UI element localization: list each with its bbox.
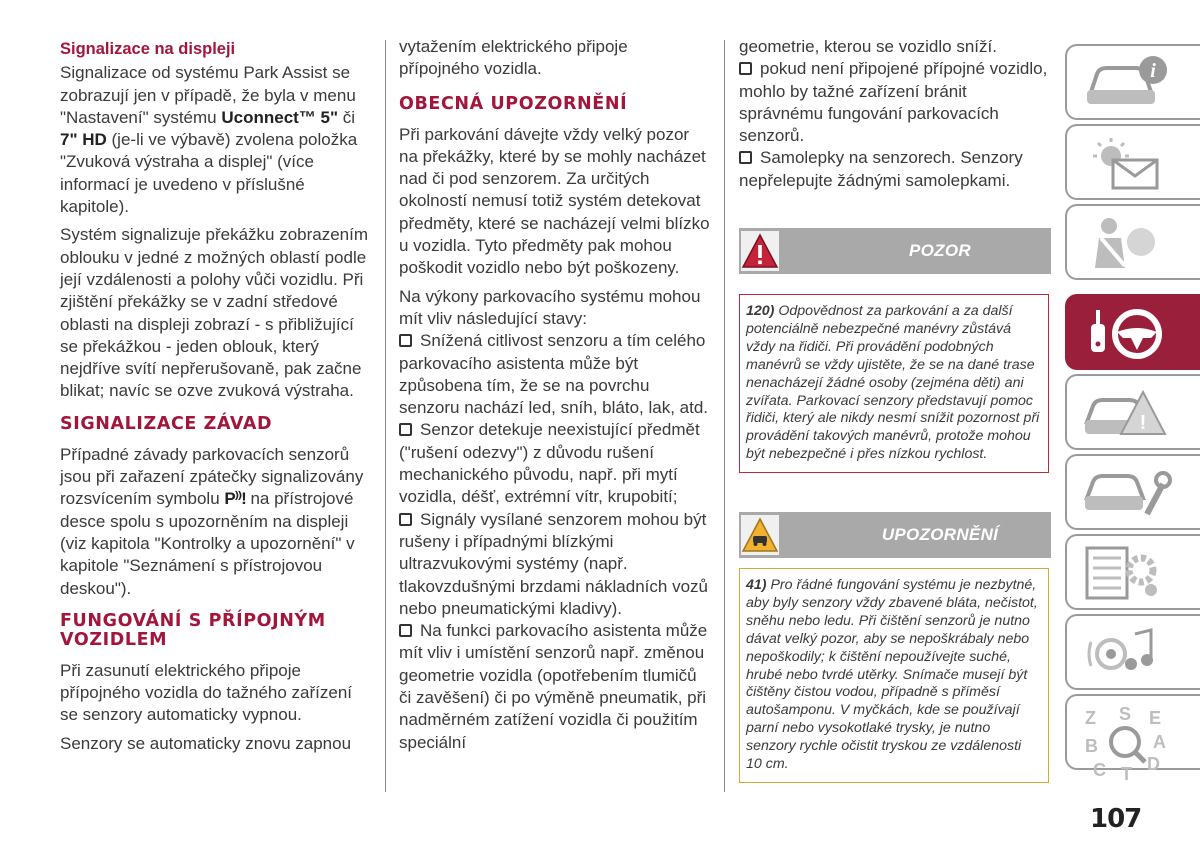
heading-trailer: FUNGOVÁNÍ S PŘÍPOJNÝM VOZIDLEM (60, 610, 326, 650)
key-steering-wheel-icon (1081, 302, 1171, 364)
column-1 (60, 36, 372, 761)
caution-car-icon (741, 515, 779, 555)
seatbelt-airbag-icon (1081, 212, 1171, 274)
car-warning-triangle-icon (1081, 382, 1171, 444)
car-wrench-icon (1081, 462, 1171, 524)
text: (je-li ve výbavě) zvolena položka "Zvuková výstraha a displej" (více informací je uvedeno v příslušné kapitole). (60, 130, 358, 217)
column-2 (399, 36, 711, 754)
paragraph-display-signalling (60, 62, 372, 218)
bullet-text: Snížená citlivost senzoru a tím celého parkovacího asistenta může být způsobena tím, že se na povrchu senzoru nachází led, sníh, bláto, lak, atd. (399, 331, 709, 418)
index-letter: Z (1085, 708, 1096, 728)
bullet-item (399, 620, 711, 754)
svg-text:i: i (1150, 60, 1156, 82)
media-music-icon (1081, 622, 1171, 684)
bullet-item (399, 509, 711, 620)
svg-text:!: ! (1139, 412, 1147, 434)
sun-envelope-icon (1081, 132, 1171, 194)
paragraph-trailer-1: Při zasunutí elektrického připoje přípojného vozidla do tažného zařízení se senzory automaticky vypnou. (60, 660, 353, 725)
tab-emergency[interactable] (1065, 374, 1200, 450)
bullet-text: Senzor detekuje neexistující předmět ("rušení odezvy") z důvodu rušení mechanického původu, např. při mytí vozidla, déšť, extrémní vítr, krupobití; (399, 420, 700, 507)
bullet-square-icon (399, 624, 412, 637)
paragraph-continued: vytažením elektrického připoje přípojného vozidla. (399, 37, 628, 79)
tab-maintenance[interactable] (1065, 454, 1200, 530)
index-letter: T (1121, 764, 1132, 784)
heading-display-signalling: Signalizace na displeji (60, 40, 236, 58)
alphabet-index-icon (1081, 702, 1171, 784)
warning-header (739, 228, 1051, 274)
car-info-icon (1081, 52, 1171, 114)
bullet-text: pokud není připojené přípojné vozidlo, mohlo by tažné zařízení bránit správnému fungování parkovacích senzorů. (739, 59, 1048, 146)
tab-starting-driving[interactable] (1065, 294, 1200, 370)
caution-number: 41) (746, 577, 767, 593)
index-letter: C (1093, 760, 1106, 780)
bullet-square-icon (399, 513, 412, 526)
bullet-item (399, 419, 711, 508)
bullet-square-icon (739, 151, 752, 164)
text: Případné závady parkovacích senzorů jsou při zařazení zpátečky signalizovány rozsvícením symbolu (60, 444, 364, 509)
bullet-text: Samolepky na senzorech. Senzory nepřelepujte žádnými samolepkami. (739, 148, 1023, 190)
paragraph-faults (60, 444, 372, 600)
bullet-text: Signály vysílané senzorem mohou být rušeny i případnými blízkými ultrazvukovými systémy (např. tlakovzdušnými brzdami nákladních vozů nebo pneumatickými kladivy). (399, 509, 708, 618)
bullet-square-icon (739, 62, 752, 75)
index-letter: D (1147, 754, 1160, 774)
index-letter: B (1085, 736, 1098, 756)
bullet-item (739, 58, 1051, 147)
index-letter: A (1153, 732, 1166, 752)
caution-label: UPOZORNĚNÍ (881, 525, 999, 544)
text-bold: Uconnect™ 5" (221, 107, 339, 127)
tab-safety[interactable] (1065, 204, 1200, 280)
bullet-item (739, 147, 1051, 192)
index-letter: E (1149, 708, 1162, 728)
paragraph-continued: geometrie, kterou se vozidlo sníží. (739, 37, 997, 56)
tab-lights-messages[interactable] (1065, 124, 1200, 200)
index-letter: S (1119, 704, 1132, 724)
paragraph-conditions: Na výkony parkovacího systému mohou mít vliv následující stavy: (399, 286, 701, 328)
text: Signalizace od systému Park Assist se zobrazují jen v případě, že byla v menu "Nastavení" systému (60, 63, 356, 127)
list-gear-icon (1081, 542, 1171, 604)
bullet-square-icon (399, 334, 412, 347)
tab-technical-data[interactable] (1065, 534, 1200, 610)
park-assist-fault-icon: P⁾⁾! (224, 489, 246, 509)
warning-body (739, 294, 1049, 473)
warning-triangle-icon (741, 231, 779, 271)
text: na přístrojové desce spolu s upozorněním na displeji (viz kapitola "Kontrolky a upozornění" v kapitole "Seznámení s přístrojovou deskou"). (60, 489, 355, 598)
warning-label: POZOR (909, 241, 971, 260)
heading-fault-signalling: SIGNALIZACE ZÁVAD (60, 413, 273, 434)
column-divider (385, 40, 386, 792)
tab-car-info[interactable] (1065, 44, 1200, 120)
bullet-square-icon (399, 423, 412, 436)
page-number: 107 (1090, 804, 1142, 834)
bullet-item (399, 330, 711, 419)
text-bold: 7" HD (60, 130, 107, 150)
tab-index[interactable] (1065, 694, 1200, 784)
column-divider (724, 40, 725, 792)
caution-text: Pro řádné fungování systému je nezbytné, aby byly senzory vždy zbavené bláta, nečistot, sněhu nebo ledu. Při čištění senzorů je nutno dávat velký pozor, aby se nepoškrábaly nebo nepoškodily; k čištění nepoužívejte suché, hrubé nebo tvrdé utěrky. Snímače musejí být čištěny čistou vodou, případně s příměsí autošamponu. V myčkách, kde se používají parní nebo vysokotlaké trysky, je nutno senzory rychle očistit tryskou ze vzdálenosti 10 cm. (746, 577, 1038, 773)
bullet-text: Na funkci parkovacího asistenta může mít vliv i umístění senzorů např. změnou geometrie vozidla (opotřebením tlumičů či zavěšení) či po výměně pneumatik, při nadměrném zatížení vozidla či použitím speciální (399, 621, 708, 752)
paragraph-obstacle-arc: Systém signalizuje překážku zobrazením oblouku v jedné z možných oblastí podle její vzdálenosti a polohy vůči vozidlu. Při zjištění překážky se v zadní středové oblasti na displeji zobrazí - s přibližující se překážkou - jeden oblouk, který nejdříve svítí nepřerušovaně, pak začne blikat; navíc se ozve zvuková výstraha. (60, 225, 369, 401)
warning-number: 120) (746, 303, 775, 319)
text: či (338, 107, 356, 127)
paragraph-general: Při parkování dávejte vždy velký pozor na překážky, které by se mohly nacházet nad či pod senzorem. Za určitých okolností nemusí totiž systém detekovat předměty, které se nacházejí velmi blízko u vozidla. Tyto předměty pak mohou poškodit vozidlo nebo být poškozeny. (399, 124, 710, 278)
tab-multimedia[interactable] (1065, 614, 1200, 690)
caution-body (739, 568, 1049, 783)
heading-general-warnings: OBECNÁ UPOZORNĚNÍ (399, 93, 628, 114)
paragraph-trailer-2: Senzory se automaticky znovu zapnou (60, 733, 352, 753)
warning-text: Odpovědnost za parkování a za další potenciálně nebezpečné manévry zůstává vždy na řidiči. Při provádění podobných manévrů se vždy ujistěte, že se na dané trase nenacházejí žádné osoby (zejména děti) ani zvířata. Parkovací senzory představují pomoc řidiči, který ale nikdy nesmí snížit pozornost při provádění takových manévrů, protože mohou být nebezpečné i přes nízkou rychlost. (746, 303, 1040, 463)
caution-header (739, 512, 1051, 558)
column-3 (739, 36, 1051, 192)
